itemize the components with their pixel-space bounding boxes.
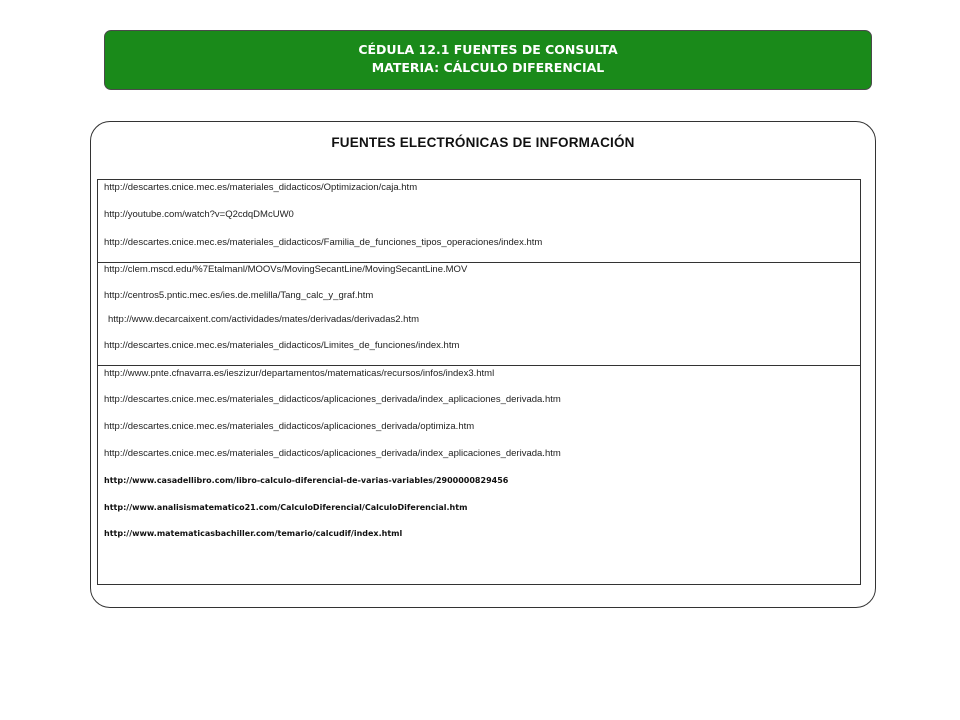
source-link[interactable]: http://centros5.pntic.mec.es/ies.de.melilla/Tang_calc_y_graf.htm <box>104 290 374 301</box>
source-link[interactable]: http://www.casadellibro.com/libro-calculo-diferencial-de-varias-variables/2900000829456 <box>104 476 509 485</box>
group-divider <box>97 262 861 263</box>
source-link[interactable]: http://descartes.cnice.mec.es/materiales_didacticos/Optimizacion/caja.htm <box>104 182 418 193</box>
source-link[interactable]: http://descartes.cnice.mec.es/materiales_didacticos/aplicaciones_derivada/index_aplicaciones_derivada.htm <box>104 394 561 405</box>
source-link[interactable]: http://youtube.com/watch?v=Q2cdqDMcUW0 <box>104 209 294 220</box>
source-link[interactable]: http://www.matematicasbachiller.com/temario/calcudif/index.html <box>104 529 403 538</box>
source-link[interactable]: http://descartes.cnice.mec.es/materiales_didacticos/aplicaciones_derivada/optimiza.htm <box>104 421 475 432</box>
source-link[interactable]: http://descartes.cnice.mec.es/materiales_didacticos/Limites_de_funciones/index.htm <box>104 340 460 351</box>
header-title: CÉDULA 12.1 FUENTES DE CONSULTA <box>358 42 618 57</box>
panel-title: FUENTES ELECTRÓNICAS DE INFORMACIÓN <box>331 135 635 150</box>
source-link[interactable]: http://www.analisismatematico21.com/CalculoDiferencial/CalculoDiferencial.htm <box>104 503 468 512</box>
header-subtitle: MATERIA: CÁLCULO DIFERENCIAL <box>371 60 605 75</box>
source-link[interactable]: http://www.pnte.cfnavarra.es/ieszizur/departamentos/matematicas/recursos/infos/index3.html <box>104 368 495 379</box>
source-link[interactable]: http://clem.mscd.edu/%7Etalmanl/MOOVs/MovingSecantLine/MovingSecantLine.MOV <box>104 264 468 275</box>
source-link[interactable]: http://descartes.cnice.mec.es/materiales_didacticos/Familia_de_funciones_tipos_operaciones/index.htm <box>104 237 543 248</box>
group-divider <box>97 365 861 366</box>
header-banner <box>104 30 872 90</box>
source-link[interactable]: http://descartes.cnice.mec.es/materiales_didacticos/aplicaciones_derivada/index_aplicaciones_derivada.htm <box>104 448 561 459</box>
source-link[interactable]: http://www.decarcaixent.com/actividades/mates/derivadas/derivadas2.htm <box>108 314 420 325</box>
